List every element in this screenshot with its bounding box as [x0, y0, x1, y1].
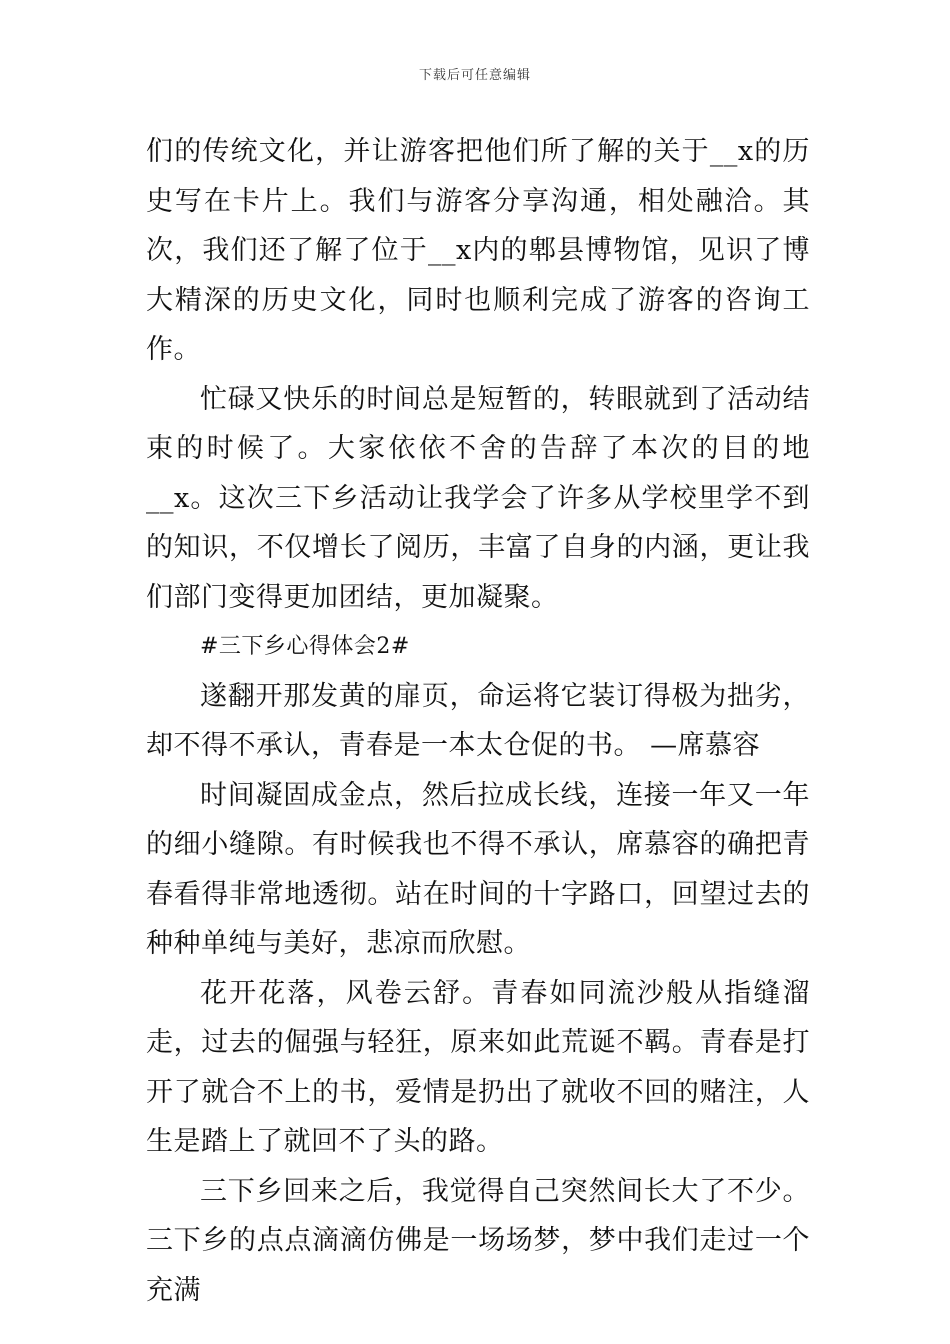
- paragraph: 忙碌又快乐的时间总是短暂的，转眼就到了活动结束的时候了。大家依依不舍的告辞了本次的目的地__x。这次三下乡活动让我学会了许多从学校里学不到的知识，不仅增长了阅历，丰富了自身的内涵，更让我们部门变得更加团结，更加凝聚。: [146, 383, 810, 613]
- page-header: 下载后可任意编辑: [418, 68, 531, 83]
- paragraph: 遂翻开那发黄的扉页，命运将它装订得极为拙劣，却不得不承认，青春是一本太仓促的书。 —席慕容: [146, 680, 810, 761]
- paragraph: 们的传统文化，并让游客把他们所了解的关于__x的历史写在卡片上。我们与游客分享沟通，相处融洽。其次，我们还了解了位于__x内的郫县博物馆，见识了博大精深的历史文化，同时也顺利完成了游客的咨询工作。: [146, 136, 810, 365]
- document-body: [146, 127, 810, 1315]
- paragraph: 三下乡回来之后，我觉得自己突然间长大了不少。三下乡的点点滴滴仿佛是一场场梦，梦中我们走过一个充满: [146, 1175, 810, 1306]
- paragraph: 时间凝固成金点，然后拉成长线，连接一年又一年的细小缝隙。有时候我也不得不承认，席慕容的确把青春看得非常地透彻。站在时间的十字路口，回望过去的种种单纯与美好，悲凉而欣慰。: [146, 779, 810, 959]
- paragraph: 花开花落，风卷云舒。青春如同流沙般从指缝溜走，过去的倔强与轻狂，原来如此荒诞不羁。青春是打开了就合不上的书，爱情是扔出了就收不回的赌注，人生是踏上了就回不了头的路。: [146, 977, 810, 1157]
- section-heading: #三下乡心得体会2#: [200, 634, 410, 659]
